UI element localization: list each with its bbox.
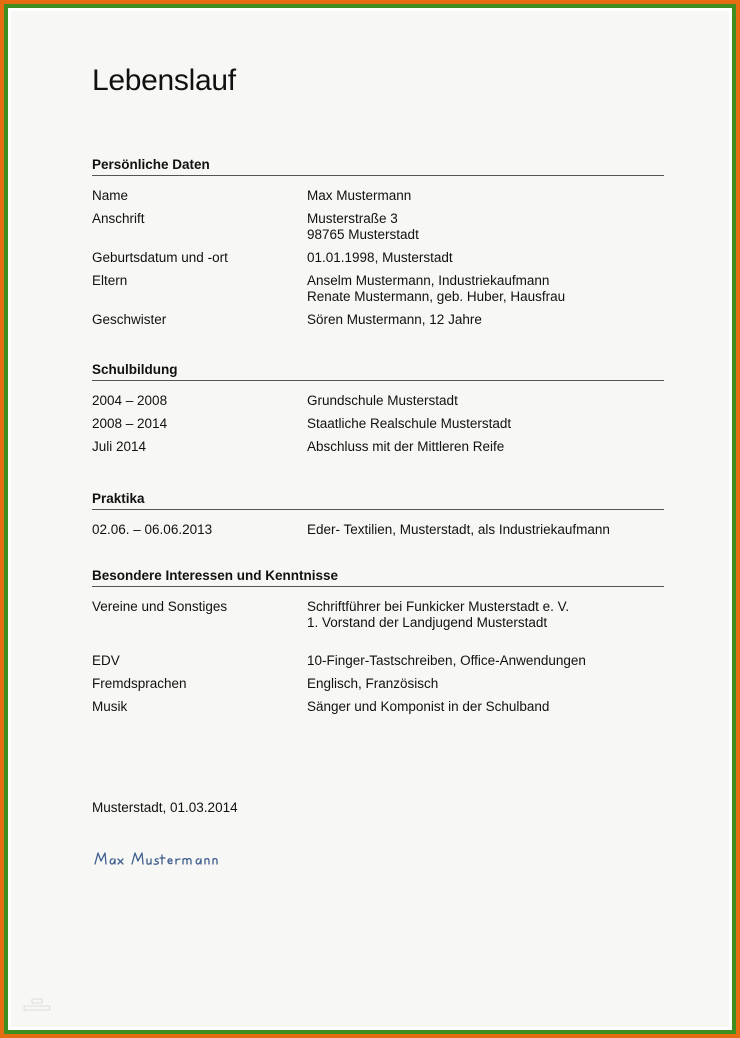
- value-line: Anselm Mustermann, Industriekaufmann: [307, 273, 550, 288]
- value-line: Abschluss mit der Mittleren Reife: [307, 439, 505, 454]
- value-line: Eder- Textilien, Musterstadt, als Industriekaufmann: [307, 522, 610, 537]
- row-label: 2008 – 2014: [92, 416, 168, 431]
- row-label: Eltern: [92, 273, 128, 288]
- row-value: [307, 599, 664, 631]
- value-line: Grundschule Musterstadt: [307, 393, 458, 408]
- row-label: Geschwister: [92, 312, 167, 327]
- row-clubs: [92, 599, 664, 631]
- row-it-skills: [92, 653, 664, 669]
- watermark-logo: [22, 998, 62, 1012]
- row-value: [307, 522, 664, 538]
- value-line: Englisch, Französisch: [307, 676, 439, 691]
- value-line: Renate Mustermann, geb. Huber, Hausfrau: [307, 289, 566, 304]
- value-line: 10-Finger-Tastschreiben, Office-Anwendungen: [307, 653, 586, 668]
- row-parents: [92, 273, 664, 305]
- section-interests: [92, 568, 664, 722]
- watermark: [22, 998, 62, 1014]
- section-personal-data: [92, 157, 664, 335]
- row-label: Geburtsdatum und -ort: [92, 250, 228, 265]
- value-line: Schriftführer bei Funkicker Musterstadt e. V.: [307, 599, 570, 614]
- handwritten-signature: [92, 848, 242, 870]
- row-value: [307, 273, 664, 305]
- row-label: Musik: [92, 699, 128, 714]
- row-value: [307, 393, 664, 409]
- row-address: [92, 211, 664, 243]
- place-and-date: Musterstadt, 01.03.2014: [92, 800, 238, 815]
- value-line: Max Mustermann: [307, 188, 412, 203]
- row-education: [92, 393, 664, 409]
- row-languages: [92, 676, 664, 692]
- row-value: [307, 439, 664, 455]
- value-line: Musterstraße 3: [307, 211, 398, 226]
- section-heading: Praktika: [92, 491, 664, 510]
- row-label: Anschrift: [92, 211, 145, 226]
- row-label: Vereine und Sonstiges: [92, 599, 228, 614]
- row-birth: [92, 250, 664, 266]
- value-line: Sänger und Komponist in der Schulband: [307, 699, 550, 714]
- section-heading: Schulbildung: [92, 362, 664, 381]
- row-value: [307, 312, 664, 328]
- row-name: [92, 188, 664, 204]
- section-education: [92, 362, 664, 462]
- section-heading: Besondere Interessen und Kenntnisse: [92, 568, 664, 587]
- row-label: 2004 – 2008: [92, 393, 168, 408]
- row-label: EDV: [92, 653, 120, 668]
- row-value: [307, 676, 664, 692]
- row-value: [307, 250, 664, 266]
- row-value: [307, 416, 664, 432]
- row-music: [92, 699, 664, 715]
- row-label: Name: [92, 188, 129, 203]
- row-siblings: [92, 312, 664, 328]
- value-line: 98765 Musterstadt: [307, 227, 419, 242]
- row-education: [92, 416, 664, 432]
- row-education: [92, 439, 664, 455]
- row-label: Juli 2014: [92, 439, 147, 454]
- section-internships: [92, 491, 664, 545]
- value-line: Sören Mustermann, 12 Jahre: [307, 312, 482, 327]
- value-line: 01.01.1998, Musterstadt: [307, 250, 453, 265]
- row-value: [307, 699, 664, 715]
- row-value: [307, 211, 664, 243]
- page-title: Lebenslauf: [92, 64, 236, 97]
- row-value: [307, 653, 664, 669]
- row-label: 02.06. – 06.06.2013: [92, 522, 213, 537]
- value-line: Staatliche Realschule Musterstadt: [307, 416, 512, 431]
- row-value: [307, 188, 664, 204]
- section-heading: Persönliche Daten: [92, 157, 664, 176]
- value-line: 1. Vorstand der Landjugend Musterstadt: [307, 615, 548, 630]
- row-label: Fremdsprachen: [92, 676, 187, 691]
- row-internship: [92, 522, 664, 538]
